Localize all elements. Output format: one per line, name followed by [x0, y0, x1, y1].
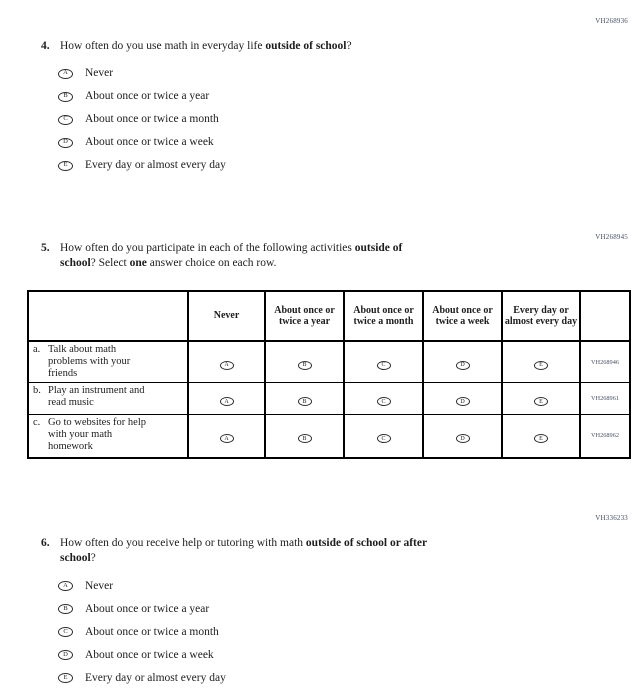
question-5-text-normal: How often do you participate in each of the following activities [60, 242, 355, 254]
table-header-code-blank [580, 291, 630, 341]
answer-bubble-e[interactable]: E [534, 434, 548, 443]
option-label: About once or twice a week [85, 648, 214, 661]
option-label: Every day or almost every day [85, 159, 226, 171]
item-code-row-q6 [0, 511, 632, 520]
question-6-text-normal: How often do you receive help or tutoring with math [60, 536, 306, 549]
question-4-text-bold: outside of school [265, 40, 347, 52]
item-code-q4: VH268936 [595, 17, 628, 25]
row-c-never-cell [188, 415, 265, 458]
question-6-number: 6. [41, 536, 50, 549]
question-4-text-end: ? [346, 40, 352, 52]
row-b-week-cell [423, 383, 502, 415]
answer-bubble-d[interactable]: D [456, 397, 470, 406]
question-5-text-bold2: school [60, 257, 91, 269]
answer-bubble-c[interactable]: C [58, 115, 73, 125]
answer-bubble-d[interactable]: D [58, 138, 73, 148]
answer-bubble-c[interactable]: C [377, 397, 391, 406]
table-header-everyday: Every day or almost every day [502, 291, 580, 341]
question-5 [41, 241, 632, 271]
table-row-a [28, 341, 630, 383]
row-c-everyday-cell [502, 415, 580, 458]
item-code-row-q4 [0, 0, 632, 23]
question-5-text-bold3: one [129, 257, 147, 269]
question-4-option-b [58, 85, 632, 108]
question-6-option-a [58, 575, 632, 598]
answer-bubble-e[interactable]: E [58, 161, 73, 171]
answer-bubble-d[interactable]: D [456, 434, 470, 443]
table-header-never: Never [188, 291, 265, 341]
question-6-text-end: ? [90, 551, 96, 564]
question-6-option-e [58, 667, 632, 690]
row-c-year-cell [265, 415, 344, 458]
question-5-text-line [41, 241, 632, 271]
answer-bubble-a[interactable]: A [220, 434, 234, 443]
row-a-month-cell [344, 341, 423, 383]
table-header-row [28, 291, 630, 341]
answer-bubble-a[interactable]: A [220, 361, 234, 370]
item-code-q5: VH268945 [595, 233, 628, 241]
item-code-row-q5 [0, 230, 632, 239]
table-header-year: About once or twice a year [265, 291, 344, 341]
question-4-text-line [41, 39, 632, 54]
question-6 [41, 536, 632, 690]
row-b-month-cell [344, 383, 423, 415]
option-label: Never [85, 579, 114, 592]
question-6-option-b [58, 598, 632, 621]
question-4-option-a [58, 62, 632, 85]
row-a-label: Talk about math problems with your friends [48, 344, 131, 379]
table-header-month: About once or twice a month [344, 291, 423, 341]
item-code-q6: VH336233 [595, 513, 628, 522]
answer-bubble-b[interactable]: B [298, 434, 312, 443]
answer-bubble-e[interactable]: E [534, 397, 548, 406]
question-6-text [60, 536, 427, 566]
answer-bubble-b[interactable]: B [58, 92, 73, 102]
row-b-letter: b. [33, 385, 41, 396]
question-5-text-normal2: ? Select [90, 257, 130, 269]
option-label: Every day or almost every day [85, 671, 226, 684]
answer-bubble-b[interactable]: B [58, 604, 73, 614]
row-c-label: Go to websites for help with your math homework [48, 417, 146, 452]
question-6-text-bold2: school [60, 551, 91, 564]
row-a-letter: a. [33, 344, 41, 355]
question-6-option-c [58, 621, 632, 644]
question-6-text-line [41, 536, 632, 566]
question-5-text-bold: outside of [354, 242, 403, 254]
question-4-text-normal: How often do you use math in everyday life [60, 40, 266, 52]
row-b-label-cell [28, 383, 188, 415]
answer-bubble-d[interactable]: D [58, 650, 73, 660]
row-a-week-cell [423, 341, 502, 383]
question-4 [41, 39, 632, 177]
option-label: About once or twice a month [85, 113, 219, 125]
question-4-options [58, 62, 632, 177]
question-4-text [60, 39, 352, 54]
question-6-option-d [58, 644, 632, 667]
option-label: About once or twice a year [85, 90, 210, 102]
table-header-blank [28, 291, 188, 341]
question-4-number: 4. [41, 40, 50, 52]
answer-bubble-e[interactable]: E [58, 673, 73, 683]
row-c-month-cell [344, 415, 423, 458]
answer-bubble-e[interactable]: E [534, 361, 548, 370]
question-4-option-e [58, 154, 632, 177]
row-b-year-cell [265, 383, 344, 415]
table-row-b [28, 383, 630, 415]
row-a-year-cell [265, 341, 344, 383]
row-b-never-cell [188, 383, 265, 415]
answer-bubble-a[interactable]: A [58, 581, 73, 591]
answer-bubble-c[interactable]: C [58, 627, 73, 637]
option-label: Never [85, 67, 114, 79]
row-b-everyday-cell [502, 383, 580, 415]
question-5-number: 5. [41, 242, 50, 254]
answer-bubble-c[interactable]: C [377, 434, 391, 443]
row-a-everyday-cell [502, 341, 580, 383]
row-c-letter: c. [33, 417, 41, 428]
row-a-item-code: VH268946 [580, 341, 630, 383]
answer-bubble-c[interactable]: C [377, 361, 391, 370]
answer-bubble-a[interactable]: A [220, 397, 234, 406]
answer-bubble-d[interactable]: D [456, 361, 470, 370]
activities-matrix-table [27, 290, 631, 459]
question-6-text-bold: outside of school or after [305, 536, 428, 549]
option-label: About once or twice a month [85, 625, 219, 638]
table-row-c [28, 415, 630, 458]
answer-bubble-b[interactable]: B [298, 361, 312, 370]
question-4-option-c [58, 108, 632, 131]
row-c-week-cell [423, 415, 502, 458]
row-a-label-cell [28, 341, 188, 383]
row-b-label: Play an instrument and read music [48, 385, 145, 408]
question-5-text [60, 241, 402, 271]
row-b-item-code: VH268961 [580, 383, 630, 415]
question-5-text-normal3: answer choice on each row. [146, 257, 277, 269]
row-c-item-code: VH268962 [580, 415, 630, 458]
question-4-option-d [58, 131, 632, 154]
answer-bubble-a[interactable]: A [58, 69, 73, 79]
answer-bubble-b[interactable]: B [298, 397, 312, 406]
row-c-label-cell [28, 415, 188, 458]
option-label: About once or twice a week [85, 136, 214, 148]
question-6-options [58, 575, 632, 690]
table-header-week: About once or twice a week [423, 291, 502, 341]
row-a-never-cell [188, 341, 265, 383]
option-label: About once or twice a year [85, 602, 210, 615]
